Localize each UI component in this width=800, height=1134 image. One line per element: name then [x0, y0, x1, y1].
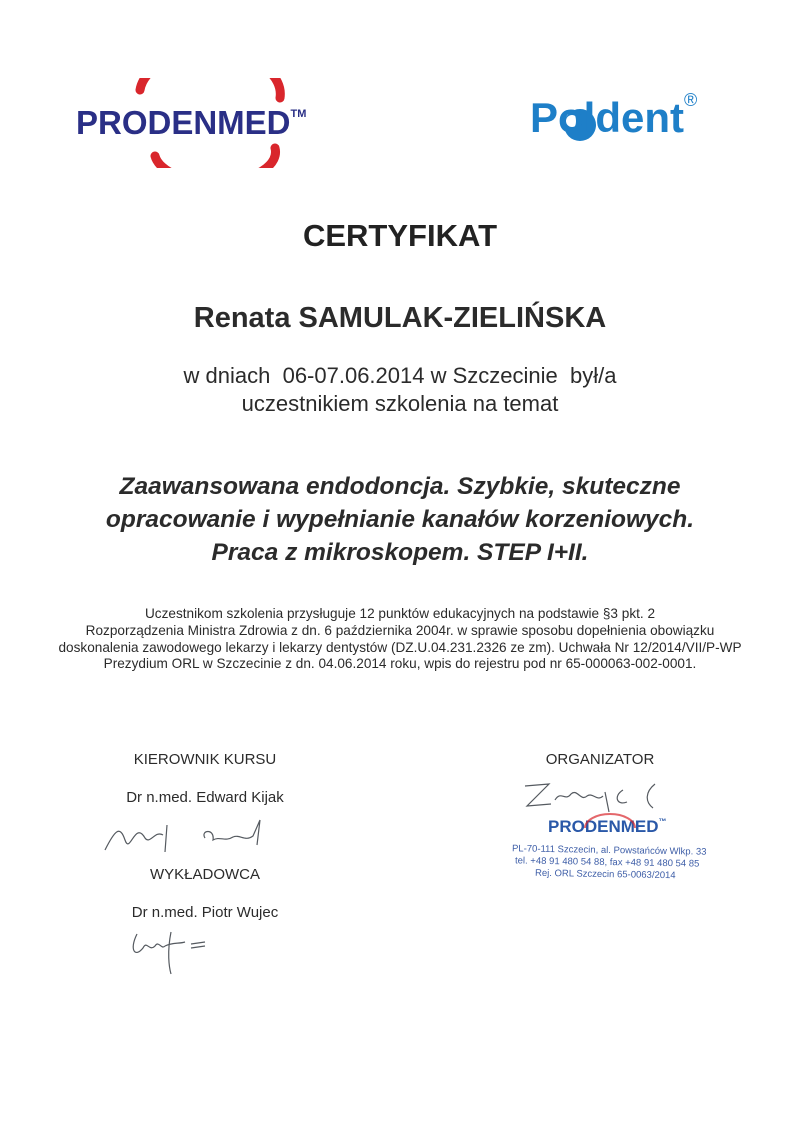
stamp-phone: tel. +48 91 480 54 88, fax +48 91 480 54 85	[514, 855, 700, 870]
course-topic-line-1: Zaawansowana endodoncja. Szybkie, skuteczne	[119, 473, 681, 500]
prodenmed-wordmark: PRODENMED™	[76, 104, 307, 141]
prodenmed-logo	[70, 78, 330, 168]
credits-line-4: Prezydium ORL w Szczecinie z dn. 04.06.2014 roku, wpis do rejestru pod nr 65-000063-002-0001.	[103, 656, 697, 671]
lecturer-signature-icon	[125, 922, 225, 977]
stamp-brand: PRODENMED™	[548, 817, 667, 836]
poldent-logo	[530, 90, 740, 150]
certificate-title: CERTYFIKAT	[302, 218, 498, 253]
credits-line-2: Rozporządzenia Ministra Zdrowia z dn. 6 października 2004r. w sprawie sposobu dopełnienia obowiązku	[85, 623, 715, 638]
lecturer-label: WYKŁADOWCA	[149, 866, 260, 883]
statement-line-2: uczestnikiem szkolenia na temat	[241, 391, 559, 416]
poldent-wordmark: Poldent®	[530, 90, 698, 141]
course-head-label: KIEROWNIK KURSU	[133, 751, 277, 768]
statement-line-1: w dniach 06-07.06.2014 w Szczecinie był/a	[183, 363, 617, 388]
course-topic-line-3: Praca z mikroskopem. STEP I+II.	[211, 539, 589, 566]
credits-line-1: Uczestnikom szkolenia przysługuje 12 punktów edukacyjnych na podstawie §3 pkt. 2	[144, 606, 656, 621]
recipient-name: Renata SAMULAK-ZIELIŃSKA	[193, 302, 607, 334]
organizer-label: ORGANIZATOR	[545, 751, 655, 768]
course-head-signature-icon	[95, 810, 295, 860]
stamp-address: PL-70-111 Szczecin, al. Powstańców Wlkp. 33	[511, 843, 707, 858]
course-topic-line-2: opracowanie i wypełnianie kanałów korzeniowych.	[105, 506, 695, 533]
stamp-registry: Rej. ORL Szczecin 65-0063/2014	[534, 867, 676, 882]
course-head-name: Dr n.med. Edward Kijak	[126, 789, 284, 806]
credits-line-3: doskonalenia zawodowego lekarzy i lekarzy dentystów (DZ.U.04.231.2326 ze zm). Uchwała Nr 12/2014/VII/P-WP	[58, 640, 742, 655]
stamp-arc-icon	[580, 810, 640, 840]
lecturer-name: Dr n.med. Piotr Wujec	[131, 904, 279, 921]
